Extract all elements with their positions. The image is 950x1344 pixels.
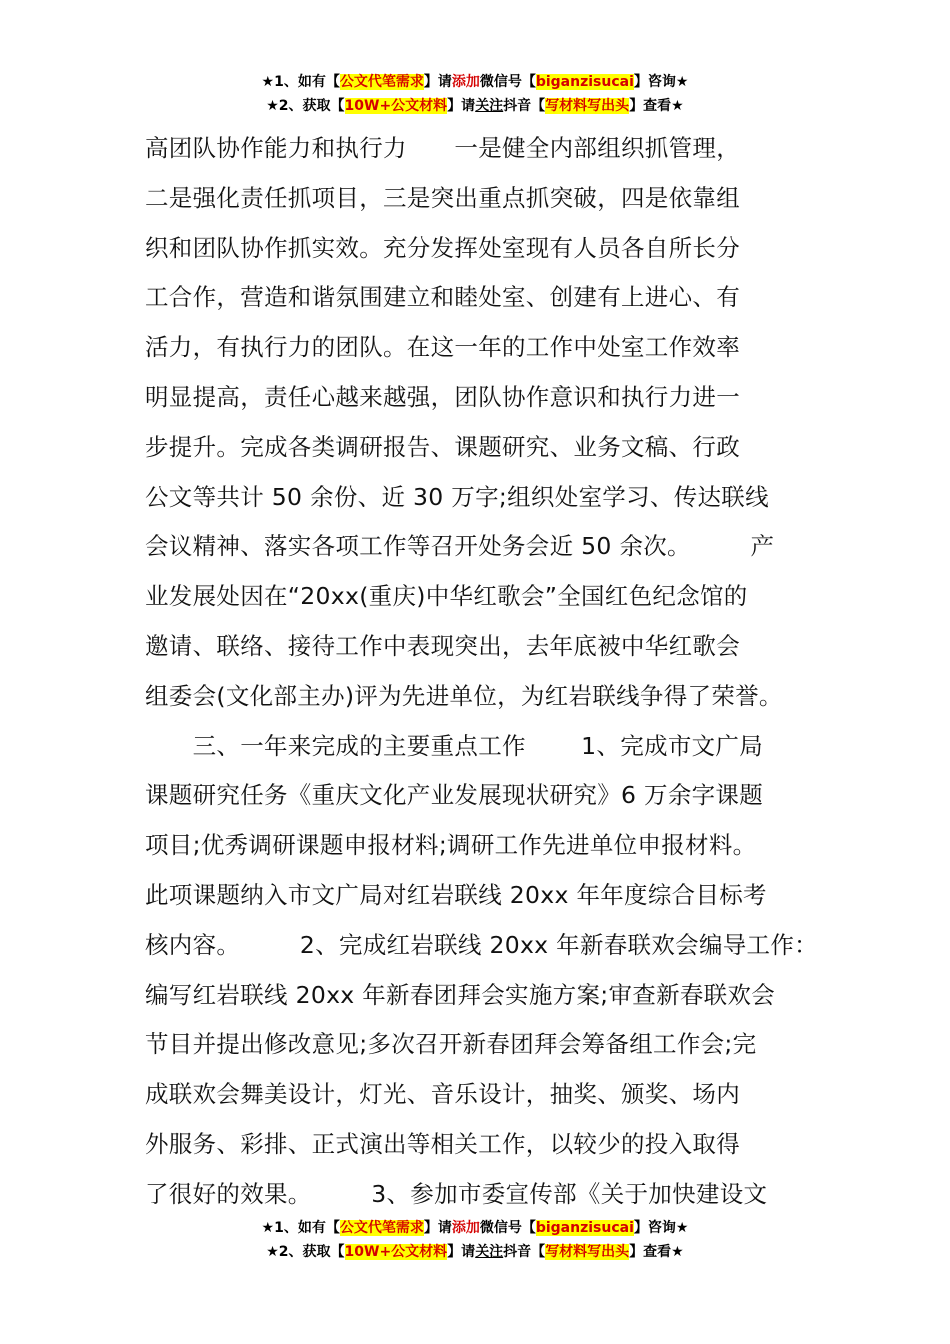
- body-line: 编写红岩联线 20xx 年新春团拜会实施方案;审查新春联欢会: [145, 980, 776, 1009]
- body-line: 此项课题纳入市文广局对红岩联线 20xx 年年度综合目标考: [145, 880, 767, 909]
- document-body: [145, 124, 835, 1220]
- douyin-account: 写材料写出头: [545, 98, 630, 114]
- body-line: 三、一年来完成的主要重点工作 1、完成市文广局: [145, 731, 764, 760]
- highlight-materials: 10W+公文材料: [344, 1244, 448, 1260]
- body-line: 会议精神、落实各项工作等召开处务会近 50 余次。 产: [145, 532, 775, 561]
- banner-line-1: ★1、如有【公文代笔需求】请添加微信号【biganzisucai】咨询★: [261, 1220, 689, 1236]
- body-line: 高团队协作能力和执行力 一是健全内部组织抓管理，: [145, 134, 740, 162]
- body-line: 织和团队协作抓实效。充分发挥处室现有人员各自所长分: [145, 233, 740, 262]
- wechat-id: biganzisucai: [535, 1220, 634, 1236]
- body-line: 课题研究任务《重庆文化产业发展现状研究》6 万余字课题: [145, 781, 764, 810]
- highlight-materials: 10W+公文材料: [344, 98, 448, 114]
- banner-line-1: ★1、如有【公文代笔需求】请添加微信号【biganzisucai】咨询★: [261, 74, 689, 90]
- highlight-service: 公文代笔需求: [339, 74, 424, 90]
- body-line: 工合作，营造和谐氛围建立和睦处室、创建有上进心、有: [145, 283, 740, 312]
- body-line: 明显提高，责任心越来越强，团队协作意识和执行力进一: [145, 382, 740, 411]
- body-line: 公文等共计 50 余份、近 30 万字;组织处室学习、传达联线: [145, 482, 769, 511]
- body-line: 步提升。完成各类调研报告、课题研究、业务文稿、行政: [145, 432, 740, 461]
- wechat-id: biganzisucai: [535, 74, 634, 90]
- body-line: 邀请、联络、接待工作中表现突出，去年底被中华红歌会: [145, 631, 740, 660]
- body-line: 核内容。 2、完成红岩联线 20xx 年新春联欢会编导工作：: [145, 930, 818, 959]
- footer-banner: [0, 1216, 950, 1264]
- body-line: 二是强化责任抓项目，三是突出重点抓突破，四是依靠组: [145, 183, 740, 212]
- banner-line-2: ★2、获取【10W+公文材料】请关注抖音【写材料写出头】查看★: [266, 1244, 684, 1260]
- body-line: 业发展处因在“20xx(重庆)中华红歌会”全国红色纪念馆的: [145, 582, 748, 611]
- douyin-account: 写材料写出头: [545, 1244, 630, 1260]
- body-line: 组委会(文化部主办)评为先进单位，为红岩联线争得了荣誉。: [145, 681, 783, 710]
- body-line: 项目;优秀调研课题申报材料;调研工作先进单位申报材料。: [145, 831, 757, 860]
- body-line: 成联欢会舞美设计，灯光、音乐设计，抽奖、颁奖、场内: [145, 1080, 740, 1109]
- body-line: 了很好的效果。 3、参加市委宣传部《关于加快建设文: [145, 1179, 768, 1208]
- banner-line-2: ★2、获取【10W+公文材料】请关注抖音【写材料写出头】查看★: [266, 98, 684, 114]
- header-banner: [0, 70, 950, 118]
- highlight-service: 公文代笔需求: [339, 1220, 424, 1236]
- body-line: 活力，有执行力的团队。在这一年的工作中处室工作效率: [145, 333, 740, 362]
- body-line: 外服务、彩排、正式演出等相关工作，以较少的投入取得: [145, 1129, 740, 1158]
- body-line: 节目并提出修改意见;多次召开新春团拜会筹备组工作会;完: [145, 1030, 757, 1059]
